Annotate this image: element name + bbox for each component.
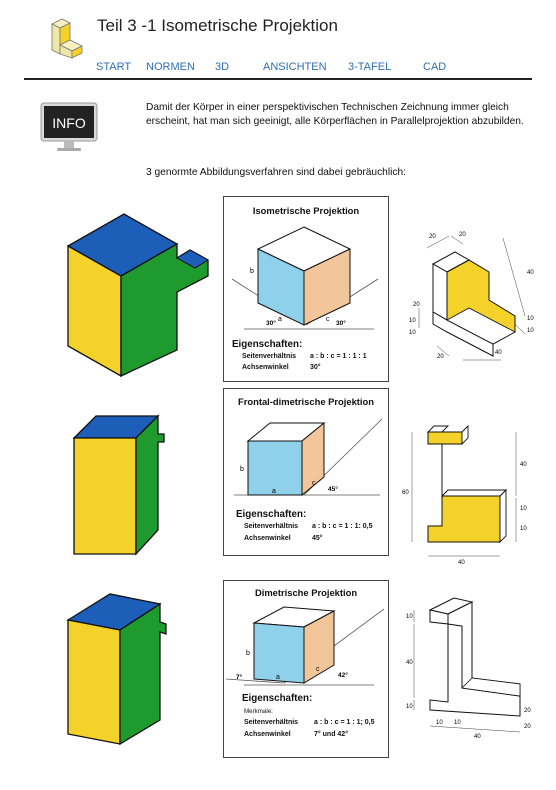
dim-iso-1: 20 — [429, 234, 436, 240]
dim-iso-2: 20 — [459, 232, 466, 238]
dim-iso-6: 20 — [413, 302, 420, 308]
dimetric-cube-diagram — [224, 599, 388, 687]
isometric-dimension-drawing — [403, 216, 543, 366]
angle-label: Achsenwinkel — [242, 364, 289, 371]
nav-link-normen[interactable]: NORMEN — [146, 61, 195, 73]
dim-dimetric-4: 10 — [436, 720, 443, 726]
ratio-value: a : b : c = 1 : 1: 0,5 — [312, 523, 373, 530]
angle-label: Achsenwinkel — [244, 535, 291, 542]
frontal-dimetric-projection-panel — [223, 388, 389, 556]
ratio-label: Seitenverhältnis — [242, 353, 297, 360]
dim-dimetric-7: 40 — [474, 734, 481, 740]
header-divider — [24, 78, 532, 80]
angle-label-left: 7° — [236, 674, 243, 681]
angle-value: 45° — [312, 535, 323, 542]
edge-label-c: c — [326, 316, 330, 323]
edge-label-b: b — [240, 466, 244, 473]
ratio-label: Seitenverhältnis — [244, 719, 299, 726]
panel-title: Dimetrische Projektion — [254, 587, 358, 598]
dim-frontal-3: 10 — [520, 526, 527, 532]
info-icon-label: INFO — [52, 115, 86, 131]
angle-value: 7° und 42° — [314, 731, 348, 738]
dim-iso-3: 40 — [527, 270, 534, 276]
frontal-dimetric-dimension-drawing — [398, 422, 544, 568]
edge-label-b: b — [246, 650, 250, 657]
properties-note: Merkmale: — [244, 708, 273, 715]
panel-title: Frontal-dimetrische Projektion — [238, 396, 374, 407]
isometric-solid-figure — [62, 206, 214, 382]
nav-link-cad[interactable]: CAD — [423, 61, 447, 73]
frontal-dimetric-cube-diagram — [224, 409, 388, 505]
angle-label-right: 30° — [336, 320, 346, 327]
ratio-value: a : b : c = 1 : 1 : 1 — [310, 353, 367, 360]
nav-link-3d[interactable]: 3D — [215, 61, 230, 73]
properties-heading: Eigenschaften: — [242, 693, 313, 704]
dim-iso-10: 10 — [409, 330, 416, 336]
top-navigation — [96, 61, 536, 75]
edge-label-c: c — [316, 666, 320, 673]
intro-text-2: 3 genormte Abbildungsverfahren sind dabei gebräuchlich: — [146, 167, 406, 178]
dim-dimetric-6: 20 — [524, 708, 531, 714]
dim-iso-9: 10 — [409, 318, 416, 324]
dim-dimetric-1: 10 — [406, 614, 413, 620]
dim-frontal-2: 10 — [520, 506, 527, 512]
dim-iso-7: 40 — [495, 350, 502, 356]
edge-label-b: b — [250, 268, 254, 275]
dim-iso-8: 20 — [437, 354, 444, 360]
dimetric-projection-panel — [223, 580, 389, 758]
dim-dimetric-2: 40 — [406, 660, 413, 666]
properties-heading: Eigenschaften: — [236, 509, 307, 520]
edge-label-a: a — [276, 674, 280, 681]
panel-title: Isometrische Projektion — [252, 205, 360, 216]
edge-label-a: a — [272, 488, 276, 495]
intro-text: Damit der Körper in einer perspektivischen Technischen Zeichnung immer gleich erscheint, hat man sich geeinigt, alle Körperflächen in Parallelprojektion abzubilden. — [146, 102, 524, 127]
dim-iso-4: 10 — [527, 316, 534, 322]
angle-label: 45° — [328, 486, 338, 493]
isometric-cube-diagram — [224, 213, 388, 333]
ratio-value: a : b : c = 1 : 1; 0,5 — [314, 719, 375, 726]
properties-heading: Eigenschaften: — [232, 339, 303, 350]
dim-frontal-4: 60 — [402, 490, 409, 496]
nav-link-3-tafel[interactable]: 3-TAFEL — [348, 61, 392, 73]
angle-value: 30° — [310, 364, 321, 371]
nav-link-ansichten[interactable]: ANSICHTEN — [263, 61, 327, 73]
page-title: Teil 3 -1 Isometrische Projektion — [97, 16, 338, 35]
angle-label: Achsenwinkel — [244, 731, 291, 738]
edge-label-a: a — [278, 316, 282, 323]
dim-dimetric-5: 10 — [454, 720, 461, 726]
angle-label-left: 30° — [266, 320, 276, 327]
dim-dimetric-3: 10 — [406, 704, 413, 710]
nav-link-start[interactable]: START — [96, 61, 132, 73]
dim-frontal-1: 40 — [520, 462, 527, 468]
dimetric-dimension-drawing — [404, 588, 544, 752]
dim-dimetric-8: 20 — [524, 724, 531, 730]
l-profile-logo-icon — [40, 10, 92, 66]
isometric-projection-panel — [223, 196, 389, 382]
info-monitor-icon — [40, 102, 98, 154]
dim-frontal-5: 40 — [458, 560, 465, 566]
ratio-label: Seitenverhältnis — [244, 523, 299, 530]
edge-label-c: c — [312, 480, 316, 487]
angle-label-right: 42° — [338, 672, 348, 679]
dimetric-solid-figure — [66, 590, 176, 752]
dim-iso-5: 10 — [527, 328, 534, 334]
frontal-dimetric-solid-figure — [70, 404, 180, 560]
